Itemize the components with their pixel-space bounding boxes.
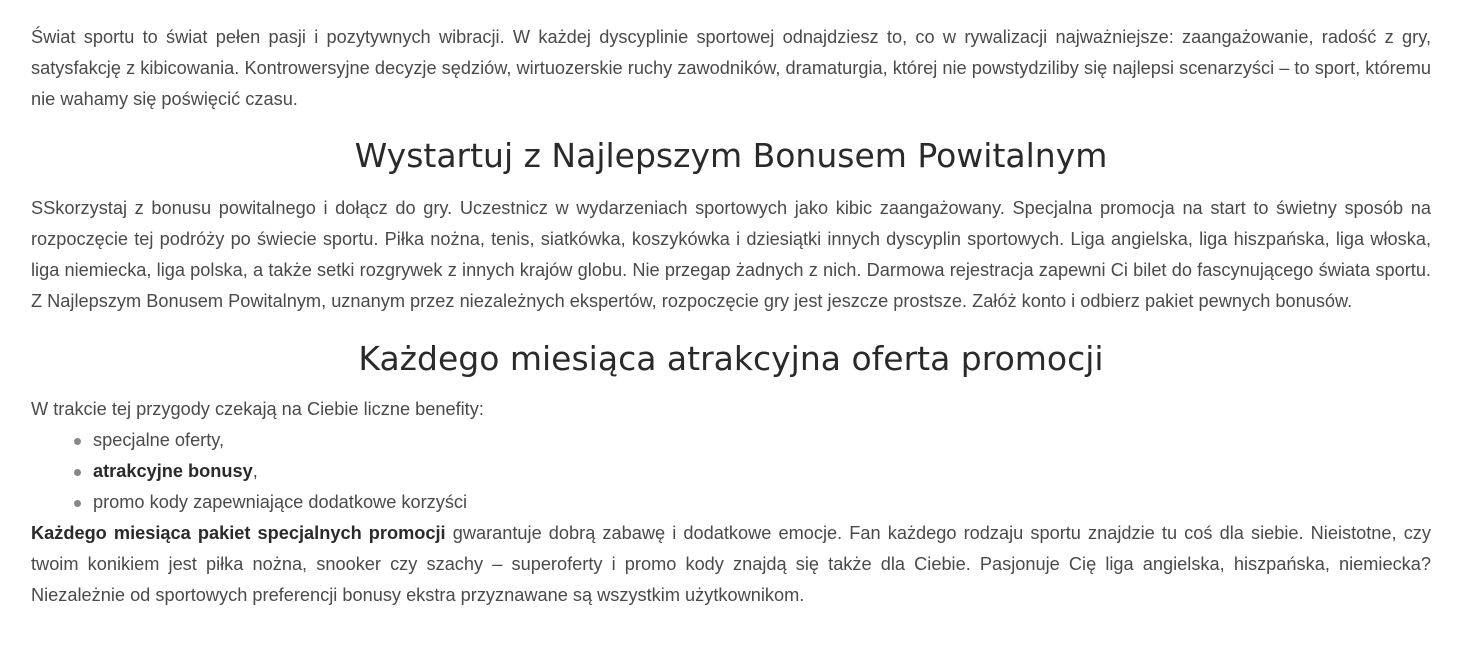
monthly-promo-heading: Każdego miesiąca atrakcyjna oferta promocji [358, 339, 1104, 378]
benefits-list [31, 425, 1431, 518]
benefit-text: specjalne oferty, [93, 430, 225, 450]
list-item [93, 487, 1431, 518]
list-item [93, 456, 1431, 487]
closing-paragraph [31, 518, 1431, 611]
welcome-bonus-paragraph: SSkorzystaj z bonusu powitalnego i dołącz do gry. Uczestnicz w wydarzeniach sportowych jako kibic zaangażowany. Specjalna promocja na start to świetny sposób na rozpoczęcie tej podróży po świecie sportu. Piłka nożna, tenis, siatkówka, koszykówka i dziesiątki innych dyscyplin sportowych. Liga angielska, liga hiszpańska, liga włoska, liga niemiecka, liga polska, a także setki rozgrywek z innych krajów globu. Nie przegap żadnych z nich. Darmowa rejestracja zapewni Ci bilet do fascynującego świata sportu. Z Najlepszym Bonusem Powitalnym, uznanym przez niezależnych ekspertów, rozpoczęcie gry jest jeszcze prostsze. Załóż konto i odbierz pakiet pewnych bonusów. [31, 198, 1431, 311]
benefit-text: promo kody zapewniające dodatkowe korzyści [93, 492, 468, 512]
welcome-bonus-heading: Wystartuj z Najlepszym Bonusem Powitalnym [354, 136, 1108, 175]
closing-bold-text: Każdego miesiąca pakiet specjalnych promocji [31, 523, 446, 543]
article-content [31, 22, 1431, 611]
benefit-bold-text: atrakcyjne bonusy [93, 461, 253, 481]
benefit-text: , [252, 461, 258, 481]
intro-paragraph: Świat sportu to świat pełen pasji i pozytywnych wibracji. W każdej dyscyplinie sportowej odnajdziesz to, co w rywalizacji najważniejsze: zaangażowanie, radość z gry, satysfakcję z kibicowania. Kontrowersyjne decyzje sędziów, wirtuozerskie ruchy zawodników, dramaturgia, której nie powstydziliby się najlepsi scenarzyści – to sport, któremu nie wahamy się poświęcić czasu. [31, 27, 1431, 109]
list-item [93, 425, 1431, 456]
benefits-intro: W trakcie tej przygody czekają na Ciebie liczne benefity: [31, 399, 484, 419]
closing-text: gwarantuje dobrą zabawę i dodatkowe emocje. Fan każdego rodzaju sportu znajdzie tu coś dla siebie. Nieistotne, czy twoim konikiem jest piłka nożna, snooker czy szachy – superoferty i promo kody znajdą się także dla Ciebie. Pasjonuje Cię liga angielska, hiszpańska, niemiecka? Niezależnie od sportowych preferencji bonusy ekstra przyznawane są wszystkim użytkownikom. [31, 523, 1431, 605]
